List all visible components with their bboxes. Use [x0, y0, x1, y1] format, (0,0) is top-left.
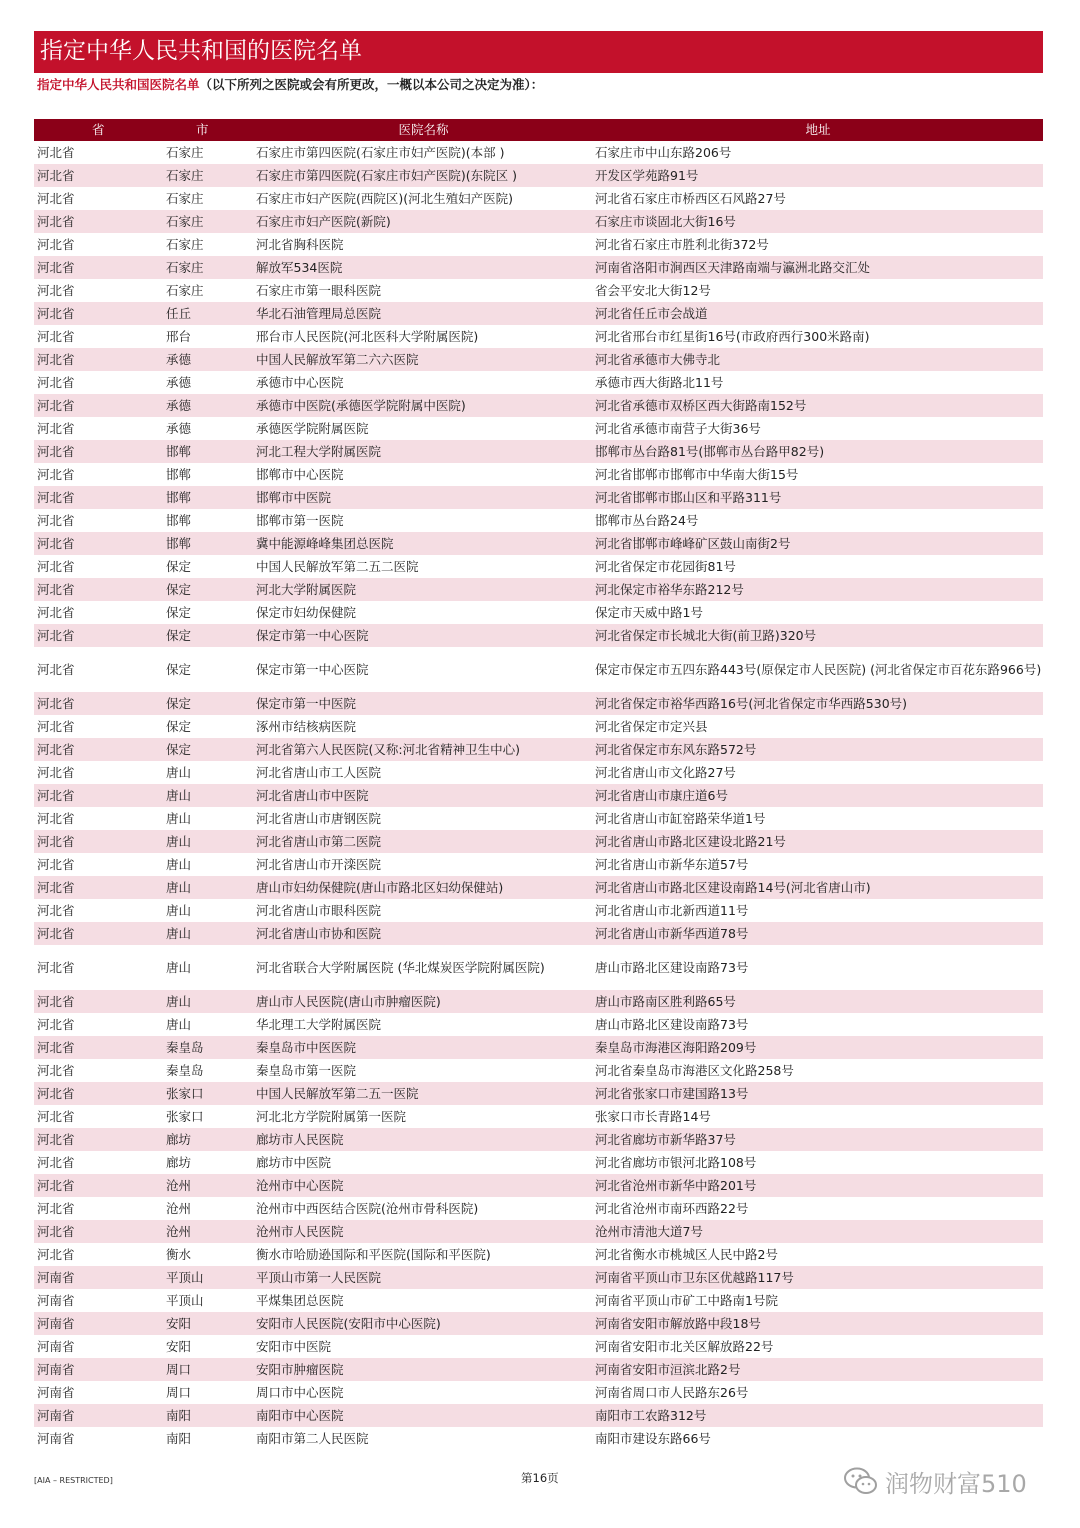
cell-address: 河南省洛阳市涧西区天津路南端与瀛洲北路交汇处: [593, 256, 1043, 279]
cell-hospital-name: 冀中能源峰峰集团总医院: [254, 532, 593, 555]
cell-hospital-name: 平顶山市第一人民医院: [254, 1266, 593, 1289]
cell-hospital-name: 河北北方学院附属第一医院: [254, 1105, 593, 1128]
cell-city: 保定: [164, 601, 254, 624]
column-header-province: 省: [34, 119, 164, 141]
cell-hospital-name: 涿州市结核病医院: [254, 715, 593, 738]
cell-address: 河北省邢台市红星街16号(市政府西行300米路南): [593, 325, 1043, 348]
table-row: [34, 876, 1043, 899]
cell-province: 河北省: [34, 302, 164, 325]
cell-hospital-name: 河北大学附属医院: [254, 578, 593, 601]
table-row: [34, 784, 1043, 807]
cell-city: 秦皇岛: [164, 1059, 254, 1082]
table-row: [34, 601, 1043, 624]
wechat-icon: [843, 1466, 879, 1496]
cell-address: 河北省石家庄市桥西区石风路27号: [593, 187, 1043, 210]
table-body: [34, 141, 1043, 1450]
cell-address: 河北省唐山市北新西道11号: [593, 899, 1043, 922]
cell-hospital-name: 石家庄市妇产医院(新院): [254, 210, 593, 233]
cell-city: 石家庄: [164, 141, 254, 164]
column-header-address: 地址: [593, 119, 1043, 141]
cell-city: 张家口: [164, 1082, 254, 1105]
cell-hospital-name: 保定市妇幼保健院: [254, 601, 593, 624]
cell-hospital-name: 邯郸市中医院: [254, 486, 593, 509]
cell-city: 邯郸: [164, 463, 254, 486]
cell-hospital-name: 河北省唐山市中医院: [254, 784, 593, 807]
cell-city: 张家口: [164, 1105, 254, 1128]
cell-hospital-name: 沧州市中西医结合医院(沧州市骨科医院): [254, 1197, 593, 1220]
cell-hospital-name: 安阳市肿瘤医院: [254, 1358, 593, 1381]
cell-address: 沧州市清池大道7号: [593, 1220, 1043, 1243]
table-row: [34, 486, 1043, 509]
cell-city: 承德: [164, 371, 254, 394]
cell-city: 唐山: [164, 853, 254, 876]
cell-address: 河北省邯郸市邯山区和平路311号: [593, 486, 1043, 509]
table-row: [34, 1036, 1043, 1059]
cell-city: 平顶山: [164, 1266, 254, 1289]
cell-province: 河北省: [34, 164, 164, 187]
cell-province: 河北省: [34, 532, 164, 555]
table-row: [34, 1220, 1043, 1243]
table-row: [34, 1013, 1043, 1036]
cell-hospital-name: 河北省唐山市开滦医院: [254, 853, 593, 876]
cell-city: 任丘: [164, 302, 254, 325]
table-row: [34, 302, 1043, 325]
cell-address: 河北省唐山市缸窑路荣华道1号: [593, 807, 1043, 830]
cell-city: 石家庄: [164, 210, 254, 233]
cell-province: 河北省: [34, 830, 164, 853]
cell-address: 河北省保定市定兴县: [593, 715, 1043, 738]
table-row: [34, 371, 1043, 394]
cell-hospital-name: 石家庄市第四医院(石家庄市妇产医院)(本部 ): [254, 141, 593, 164]
cell-city: 邯郸: [164, 532, 254, 555]
cell-hospital-name: 南阳市第二人民医院: [254, 1427, 593, 1450]
cell-city: 邯郸: [164, 440, 254, 463]
cell-hospital-name: 石家庄市第一眼科医院: [254, 279, 593, 302]
cell-province: 河北省: [34, 784, 164, 807]
cell-province: 河北省: [34, 1197, 164, 1220]
subtitle-heading: 指定中华人民共和国医院名单: [37, 77, 200, 92]
cell-address: 唐山市路北区建设南路73号: [593, 945, 1043, 990]
cell-hospital-name: 河北工程大学附属医院: [254, 440, 593, 463]
cell-province: 河北省: [34, 807, 164, 830]
cell-hospital-name: 安阳市中医院: [254, 1335, 593, 1358]
table-row: [34, 1335, 1043, 1358]
cell-address: 河北省保定市裕华西路16号(河北省保定市华西路530号): [593, 692, 1043, 715]
cell-province: 河北省: [34, 601, 164, 624]
cell-city: 安阳: [164, 1312, 254, 1335]
cell-province: 河北省: [34, 256, 164, 279]
cell-province: 河北省: [34, 463, 164, 486]
cell-hospital-name: 周口市中心医院: [254, 1381, 593, 1404]
cell-hospital-name: 中国人民解放军第二六六医院: [254, 348, 593, 371]
cell-province: 河北省: [34, 486, 164, 509]
cell-province: 河南省: [34, 1358, 164, 1381]
cell-hospital-name: 河北省第六人民医院(又称:河北省精神卫生中心): [254, 738, 593, 761]
cell-province: 河北省: [34, 325, 164, 348]
cell-province: 河南省: [34, 1427, 164, 1450]
cell-hospital-name: 保定市第一中医院: [254, 692, 593, 715]
cell-province: 河北省: [34, 1220, 164, 1243]
cell-hospital-name: 河北省唐山市第二医院: [254, 830, 593, 853]
cell-city: 廊坊: [164, 1151, 254, 1174]
cell-province: 河南省: [34, 1312, 164, 1335]
cell-hospital-name: 沧州市人民医院: [254, 1220, 593, 1243]
subtitle: [37, 76, 543, 93]
cell-city: 保定: [164, 692, 254, 715]
cell-province: 河北省: [34, 555, 164, 578]
cell-city: 唐山: [164, 830, 254, 853]
cell-city: 南阳: [164, 1404, 254, 1427]
table-row: [34, 555, 1043, 578]
cell-hospital-name: 衡水市哈励逊国际和平医院(国际和平医院): [254, 1243, 593, 1266]
cell-province: 河北省: [34, 394, 164, 417]
table-row: [34, 256, 1043, 279]
cell-hospital-name: 邯郸市第一医院: [254, 509, 593, 532]
cell-address: 河北省唐山市路北区建设南路14号(河北省唐山市): [593, 876, 1043, 899]
cell-address: 石家庄市中山东路206号: [593, 141, 1043, 164]
cell-province: 河北省: [34, 853, 164, 876]
cell-city: 唐山: [164, 899, 254, 922]
cell-hospital-name: 石家庄市妇产医院(西院区)(河北生殖妇产医院): [254, 187, 593, 210]
cell-city: 保定: [164, 578, 254, 601]
cell-address: 唐山市路南区胜利路65号: [593, 990, 1043, 1013]
cell-province: 河南省: [34, 1266, 164, 1289]
table-row: [34, 647, 1043, 692]
cell-province: 河南省: [34, 1381, 164, 1404]
cell-city: 廊坊: [164, 1128, 254, 1151]
cell-city: 保定: [164, 715, 254, 738]
cell-address: 南阳市工农路312号: [593, 1404, 1043, 1427]
table-row: [34, 922, 1043, 945]
cell-city: 石家庄: [164, 256, 254, 279]
cell-city: 石家庄: [164, 233, 254, 256]
cell-address: 河北省廊坊市新华路37号: [593, 1128, 1043, 1151]
cell-hospital-name: 承德市中医院(承德医学院附属中医院): [254, 394, 593, 417]
cell-address: 河北省秦皇岛市海港区文化路258号: [593, 1059, 1043, 1082]
cell-address: 河南省周口市人民路东26号: [593, 1381, 1043, 1404]
cell-hospital-name: 南阳市中心医院: [254, 1404, 593, 1427]
cell-address: 秦皇岛市海港区海阳路209号: [593, 1036, 1043, 1059]
cell-address: 河北省廊坊市银河北路108号: [593, 1151, 1043, 1174]
cell-city: 唐山: [164, 876, 254, 899]
cell-province: 河北省: [34, 1036, 164, 1059]
cell-province: 河北省: [34, 1082, 164, 1105]
table-row: [34, 440, 1043, 463]
cell-address: 张家口市长青路14号: [593, 1105, 1043, 1128]
cell-hospital-name: 保定市第一中心医院: [254, 624, 593, 647]
cell-city: 周口: [164, 1358, 254, 1381]
cell-address: 河北省唐山市路北区建设北路21号: [593, 830, 1043, 853]
cell-hospital-name: 唐山市人民医院(唐山市肿瘤医院): [254, 990, 593, 1013]
cell-hospital-name: 沧州市中心医院: [254, 1174, 593, 1197]
cell-address: 河北保定市裕华东路212号: [593, 578, 1043, 601]
cell-hospital-name: 河北省唐山市眼科医院: [254, 899, 593, 922]
cell-address: 邯郸市丛台路24号: [593, 509, 1043, 532]
column-header-hospital: 医院名称: [254, 119, 593, 141]
table-row: [34, 1312, 1043, 1335]
table-row: [34, 532, 1043, 555]
table-row: [34, 210, 1043, 233]
table-row: [34, 807, 1043, 830]
cell-city: 沧州: [164, 1174, 254, 1197]
cell-hospital-name: 河北省唐山市唐钢医院: [254, 807, 593, 830]
cell-hospital-name: 华北石油管理局总医院: [254, 302, 593, 325]
cell-address: 石家庄市谈固北大街16号: [593, 210, 1043, 233]
table-row: [34, 394, 1043, 417]
cell-address: 河北省石家庄市胜利北街372号: [593, 233, 1043, 256]
title-banner: [34, 31, 1043, 73]
cell-address: 河北省唐山市新华东道57号: [593, 853, 1043, 876]
cell-hospital-name: 秦皇岛市中医医院: [254, 1036, 593, 1059]
page-title: 指定中华人民共和国的医院名单: [40, 38, 362, 64]
table-row: [34, 164, 1043, 187]
table-row: [34, 853, 1043, 876]
cell-province: 河北省: [34, 922, 164, 945]
cell-hospital-name: 河北省唐山市协和医院: [254, 922, 593, 945]
table-row: [34, 738, 1043, 761]
subtitle-note: （以下所列之医院或会有所更改，一概以本公司之决定为准）：: [199, 77, 544, 92]
table-row: [34, 509, 1043, 532]
cell-hospital-name: 河北省联合大学附属医院 (华北煤炭医学院附属医院): [254, 945, 593, 990]
table-row: [34, 990, 1043, 1013]
cell-province: 河北省: [34, 1013, 164, 1036]
cell-address: 保定市天威中路1号: [593, 601, 1043, 624]
cell-city: 沧州: [164, 1197, 254, 1220]
cell-province: 河北省: [34, 945, 164, 990]
cell-address: 河南省安阳市北关区解放路22号: [593, 1335, 1043, 1358]
table-row: [34, 233, 1043, 256]
table-header-row: [34, 119, 1043, 141]
cell-hospital-name: 唐山市妇幼保健院(唐山市路北区妇幼保健站): [254, 876, 593, 899]
cell-city: 保定: [164, 624, 254, 647]
cell-city: 承德: [164, 394, 254, 417]
column-header-city: 市: [164, 119, 254, 141]
cell-city: 安阳: [164, 1335, 254, 1358]
table-row: [34, 187, 1043, 210]
table-row: [34, 1404, 1043, 1427]
table-row: [34, 141, 1043, 164]
cell-province: 河北省: [34, 279, 164, 302]
table-row: [34, 1243, 1043, 1266]
cell-address: 河北省沧州市新华中路201号: [593, 1174, 1043, 1197]
table-row: [34, 715, 1043, 738]
cell-province: 河北省: [34, 417, 164, 440]
cell-address: 河南省平顶山市矿工中路南1号院: [593, 1289, 1043, 1312]
cell-city: 承德: [164, 417, 254, 440]
cell-city: 唐山: [164, 807, 254, 830]
cell-city: 邯郸: [164, 509, 254, 532]
table-row: [34, 899, 1043, 922]
table-row: [34, 1082, 1043, 1105]
cell-city: 保定: [164, 555, 254, 578]
classification-label: [AIA – RESTRICTED]: [34, 1476, 113, 1485]
cell-city: 平顶山: [164, 1289, 254, 1312]
table-row: [34, 1289, 1043, 1312]
table-row: [34, 1128, 1043, 1151]
wechat-watermark: [843, 1460, 1043, 1500]
cell-hospital-name: 石家庄市第四医院(石家庄市妇产医院)(东院区 ): [254, 164, 593, 187]
cell-address: 河北省衡水市桃城区人民中路2号: [593, 1243, 1043, 1266]
table-row: [34, 1174, 1043, 1197]
table-row: [34, 279, 1043, 302]
cell-hospital-name: 河北省唐山市工人医院: [254, 761, 593, 784]
table-row: [34, 761, 1043, 784]
table-row: [34, 1105, 1043, 1128]
cell-hospital-name: 解放军534医院: [254, 256, 593, 279]
cell-address: 邯郸市丛台路81号(邯郸市丛台路甲82号): [593, 440, 1043, 463]
cell-city: 保定: [164, 738, 254, 761]
cell-address: 河北省保定市东风东路572号: [593, 738, 1043, 761]
cell-hospital-name: 平煤集团总医院: [254, 1289, 593, 1312]
cell-address: 承德市西大街路北11号: [593, 371, 1043, 394]
cell-province: 河北省: [34, 647, 164, 692]
cell-address: 河北省唐山市文化路27号: [593, 761, 1043, 784]
table-row: [34, 578, 1043, 601]
table-row: [34, 417, 1043, 440]
cell-city: 石家庄: [164, 187, 254, 210]
cell-city: 唐山: [164, 945, 254, 990]
cell-address: 河北省张家口市建国路13号: [593, 1082, 1043, 1105]
cell-hospital-name: 廊坊市中医院: [254, 1151, 593, 1174]
cell-address: 河北省承德市大佛寺北: [593, 348, 1043, 371]
cell-province: 河北省: [34, 692, 164, 715]
page-number: 第16页: [521, 1471, 559, 1485]
cell-hospital-name: 中国人民解放军第二五一医院: [254, 1082, 593, 1105]
cell-address: 河北省唐山市康庄道6号: [593, 784, 1043, 807]
table-row: [34, 463, 1043, 486]
cell-city: 周口: [164, 1381, 254, 1404]
cell-city: 唐山: [164, 990, 254, 1013]
cell-address: 河北省承德市南营子大街36号: [593, 417, 1043, 440]
cell-address: 河北省保定市花园街81号: [593, 555, 1043, 578]
cell-province: 河北省: [34, 990, 164, 1013]
table-row: [34, 692, 1043, 715]
cell-address: 河北省邯郸市邯郸市中华南大街15号: [593, 463, 1043, 486]
cell-address: 河北省唐山市新华西道78号: [593, 922, 1043, 945]
cell-hospital-name: 安阳市人民医院(安阳市中心医院): [254, 1312, 593, 1335]
cell-province: 河北省: [34, 1174, 164, 1197]
cell-city: 唐山: [164, 761, 254, 784]
cell-address: 河南省平顶山市卫东区优越路117号: [593, 1266, 1043, 1289]
cell-province: 河北省: [34, 371, 164, 394]
table-row: [34, 830, 1043, 853]
cell-address: 河北省承德市双桥区西大街路南152号: [593, 394, 1043, 417]
cell-hospital-name: 廊坊市人民医院: [254, 1128, 593, 1151]
cell-hospital-name: 秦皇岛市第一医院: [254, 1059, 593, 1082]
cell-province: 河北省: [34, 141, 164, 164]
hospital-table: [34, 119, 1043, 1450]
cell-address: 保定市保定市五四东路443号(原保定市人民医院) (河北省保定市百花东路966号): [593, 647, 1043, 692]
cell-province: 河北省: [34, 1059, 164, 1082]
cell-province: 河北省: [34, 1128, 164, 1151]
table-row: [34, 1059, 1043, 1082]
cell-city: 唐山: [164, 1013, 254, 1036]
cell-address: 河南省安阳市解放路中段18号: [593, 1312, 1043, 1335]
cell-address: 河北省任丘市会战道: [593, 302, 1043, 325]
table-row: [34, 1381, 1043, 1404]
cell-address: 河北省邯郸市峰峰矿区鼓山南街2号: [593, 532, 1043, 555]
cell-hospital-name: 河北省胸科医院: [254, 233, 593, 256]
cell-province: 河北省: [34, 1105, 164, 1128]
cell-city: 南阳: [164, 1427, 254, 1450]
table-row: [34, 1151, 1043, 1174]
table-row: [34, 1266, 1043, 1289]
cell-city: 石家庄: [164, 279, 254, 302]
cell-hospital-name: 承德医学院附属医院: [254, 417, 593, 440]
cell-province: 河北省: [34, 624, 164, 647]
cell-hospital-name: 邢台市人民医院(河北医科大学附属医院): [254, 325, 593, 348]
table-row: [34, 1427, 1043, 1450]
table-row: [34, 325, 1043, 348]
cell-address: 省会平安北大街12号: [593, 279, 1043, 302]
table-row: [34, 348, 1043, 371]
cell-city: 秦皇岛: [164, 1036, 254, 1059]
cell-province: 河北省: [34, 1151, 164, 1174]
cell-city: 沧州: [164, 1220, 254, 1243]
table-row: [34, 624, 1043, 647]
cell-address: 河北省保定市长城北大街(前卫路)320号: [593, 624, 1043, 647]
table-row: [34, 945, 1043, 990]
cell-province: 河北省: [34, 509, 164, 532]
cell-city: 保定: [164, 647, 254, 692]
cell-address: 南阳市建设东路66号: [593, 1427, 1043, 1450]
cell-province: 河南省: [34, 1335, 164, 1358]
cell-city: 唐山: [164, 784, 254, 807]
cell-hospital-name: 保定市第一中心医院: [254, 647, 593, 692]
cell-province: 河南省: [34, 1289, 164, 1312]
cell-province: 河北省: [34, 233, 164, 256]
cell-province: 河北省: [34, 210, 164, 233]
cell-city: 衡水: [164, 1243, 254, 1266]
cell-province: 河北省: [34, 876, 164, 899]
cell-province: 河北省: [34, 738, 164, 761]
cell-hospital-name: 华北理工大学附属医院: [254, 1013, 593, 1036]
cell-city: 邯郸: [164, 486, 254, 509]
watermark-text: 润物财富510: [885, 1470, 1027, 1498]
cell-province: 河北省: [34, 1243, 164, 1266]
cell-city: 石家庄: [164, 164, 254, 187]
table-row: [34, 1197, 1043, 1220]
cell-address: 河北省沧州市南环西路22号: [593, 1197, 1043, 1220]
table-row: [34, 1358, 1043, 1381]
cell-address: 河南省安阳市洹滨北路2号: [593, 1358, 1043, 1381]
cell-city: 承德: [164, 348, 254, 371]
cell-province: 河北省: [34, 899, 164, 922]
cell-hospital-name: 中国人民解放军第二五二医院: [254, 555, 593, 578]
cell-province: 河北省: [34, 187, 164, 210]
cell-province: 河北省: [34, 440, 164, 463]
cell-hospital-name: 承德市中心医院: [254, 371, 593, 394]
cell-province: 河北省: [34, 348, 164, 371]
cell-province: 河北省: [34, 578, 164, 601]
cell-province: 河南省: [34, 1404, 164, 1427]
cell-hospital-name: 邯郸市中心医院: [254, 463, 593, 486]
cell-city: 唐山: [164, 922, 254, 945]
cell-province: 河北省: [34, 761, 164, 784]
cell-address: 开发区学苑路91号: [593, 164, 1043, 187]
cell-address: 唐山市路北区建设南路73号: [593, 1013, 1043, 1036]
cell-city: 邢台: [164, 325, 254, 348]
cell-province: 河北省: [34, 715, 164, 738]
